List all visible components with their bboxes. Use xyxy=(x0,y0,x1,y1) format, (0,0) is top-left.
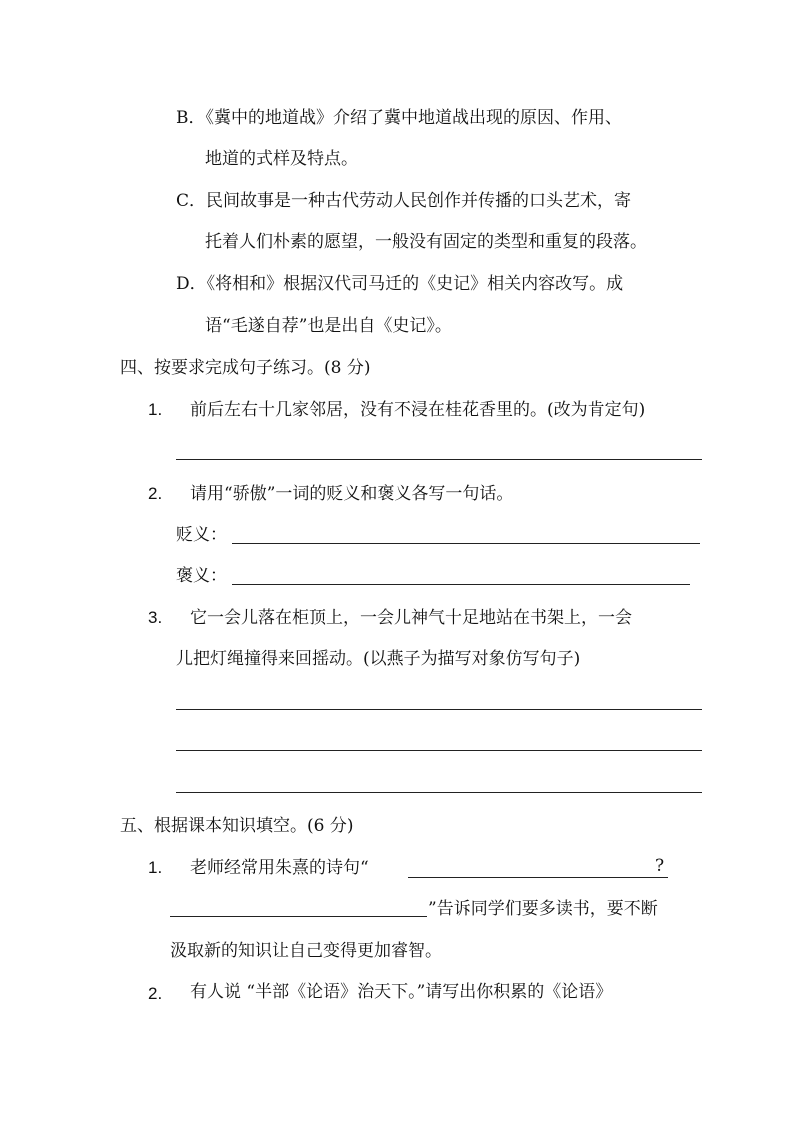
choice-c-text-2: 托着人们朴素的愿望，一般没有固定的类型和重复的段落。 xyxy=(205,232,647,252)
choice-d-letter: D． xyxy=(176,274,207,294)
section-4-title: 四、按要求完成句子练习。(8 分) xyxy=(120,358,371,378)
s5-q1-number: 1. xyxy=(148,858,163,877)
section-5-title: 五、根据课本知识填空。(6 分) xyxy=(120,816,354,836)
choice-b-letter: B． xyxy=(176,108,206,128)
choice-c-text-1: 民间故事是一种古代劳动人民创作并传播的口头艺术，寄 xyxy=(206,191,632,211)
s4-q3-number: 3. xyxy=(148,608,163,627)
s4-q3-text-1: 它一会儿落在柜顶上，一会儿神气十足地站在书架上，一会 xyxy=(190,608,632,628)
s5-q1-answer-line-1[interactable] xyxy=(408,877,668,878)
choice-d-text-1: 《将相和》根据汉代司马迁的《史记》相关内容改写。成 xyxy=(206,274,624,294)
s5-q1-text-2: ”告诉同学们要多读书，要不断 xyxy=(428,899,658,919)
choice-d-text-2: 语“毛遂自荐”也是出自《史记》。 xyxy=(205,316,452,336)
s4-q2-label-bao: 褒义： xyxy=(176,566,227,586)
s4-q1-text: 前后左右十几家邻居，没有不浸在桂花香里的。(改为肯定句) xyxy=(190,400,646,420)
s4-q3-answer-line-2[interactable] xyxy=(176,750,702,751)
s5-q2-number: 2. xyxy=(148,984,163,1003)
s5-q1-text-3: 汲取新的知识让自己变得更加睿智。 xyxy=(170,941,442,961)
s4-q1-number: 1. xyxy=(148,400,163,419)
choice-b xyxy=(176,107,622,129)
s4-q2-number: 2. xyxy=(148,484,163,503)
s4-q1-answer-line[interactable] xyxy=(176,459,702,460)
s4-q3-answer-line-3[interactable] xyxy=(176,792,702,793)
choice-c xyxy=(176,190,631,212)
s5-q1-question-mark: ? xyxy=(655,856,665,876)
s4-q2-label-bian: 贬义： xyxy=(176,525,227,545)
s5-q2-text: 有人说 “半部《论语》治天下。”请写出你积累的《论语》 xyxy=(190,982,613,1002)
choice-d xyxy=(176,273,623,295)
choice-c-letter: C． xyxy=(176,191,207,211)
s5-q1-text-1: 老师经常用朱熹的诗句“ xyxy=(190,858,369,878)
s5-q1-answer-line-2[interactable] xyxy=(170,916,427,917)
s4-q3-text-2: 儿把灯绳撞得来回摇动。(以燕子为描写对象仿写句子) xyxy=(176,649,581,669)
s4-q2-text: 请用“骄傲”一词的贬义和褒义各写一句话。 xyxy=(190,484,514,504)
choice-b-text-2: 地道的式样及特点。 xyxy=(205,149,358,169)
s4-q2-bian-answer-line[interactable] xyxy=(232,543,700,544)
s4-q2-bao-answer-line[interactable] xyxy=(232,584,690,585)
choice-b-text-1: 《冀中的地道战》介绍了冀中地道战出现的原因、作用、 xyxy=(205,108,622,128)
s4-q3-answer-line-1[interactable] xyxy=(176,709,702,710)
